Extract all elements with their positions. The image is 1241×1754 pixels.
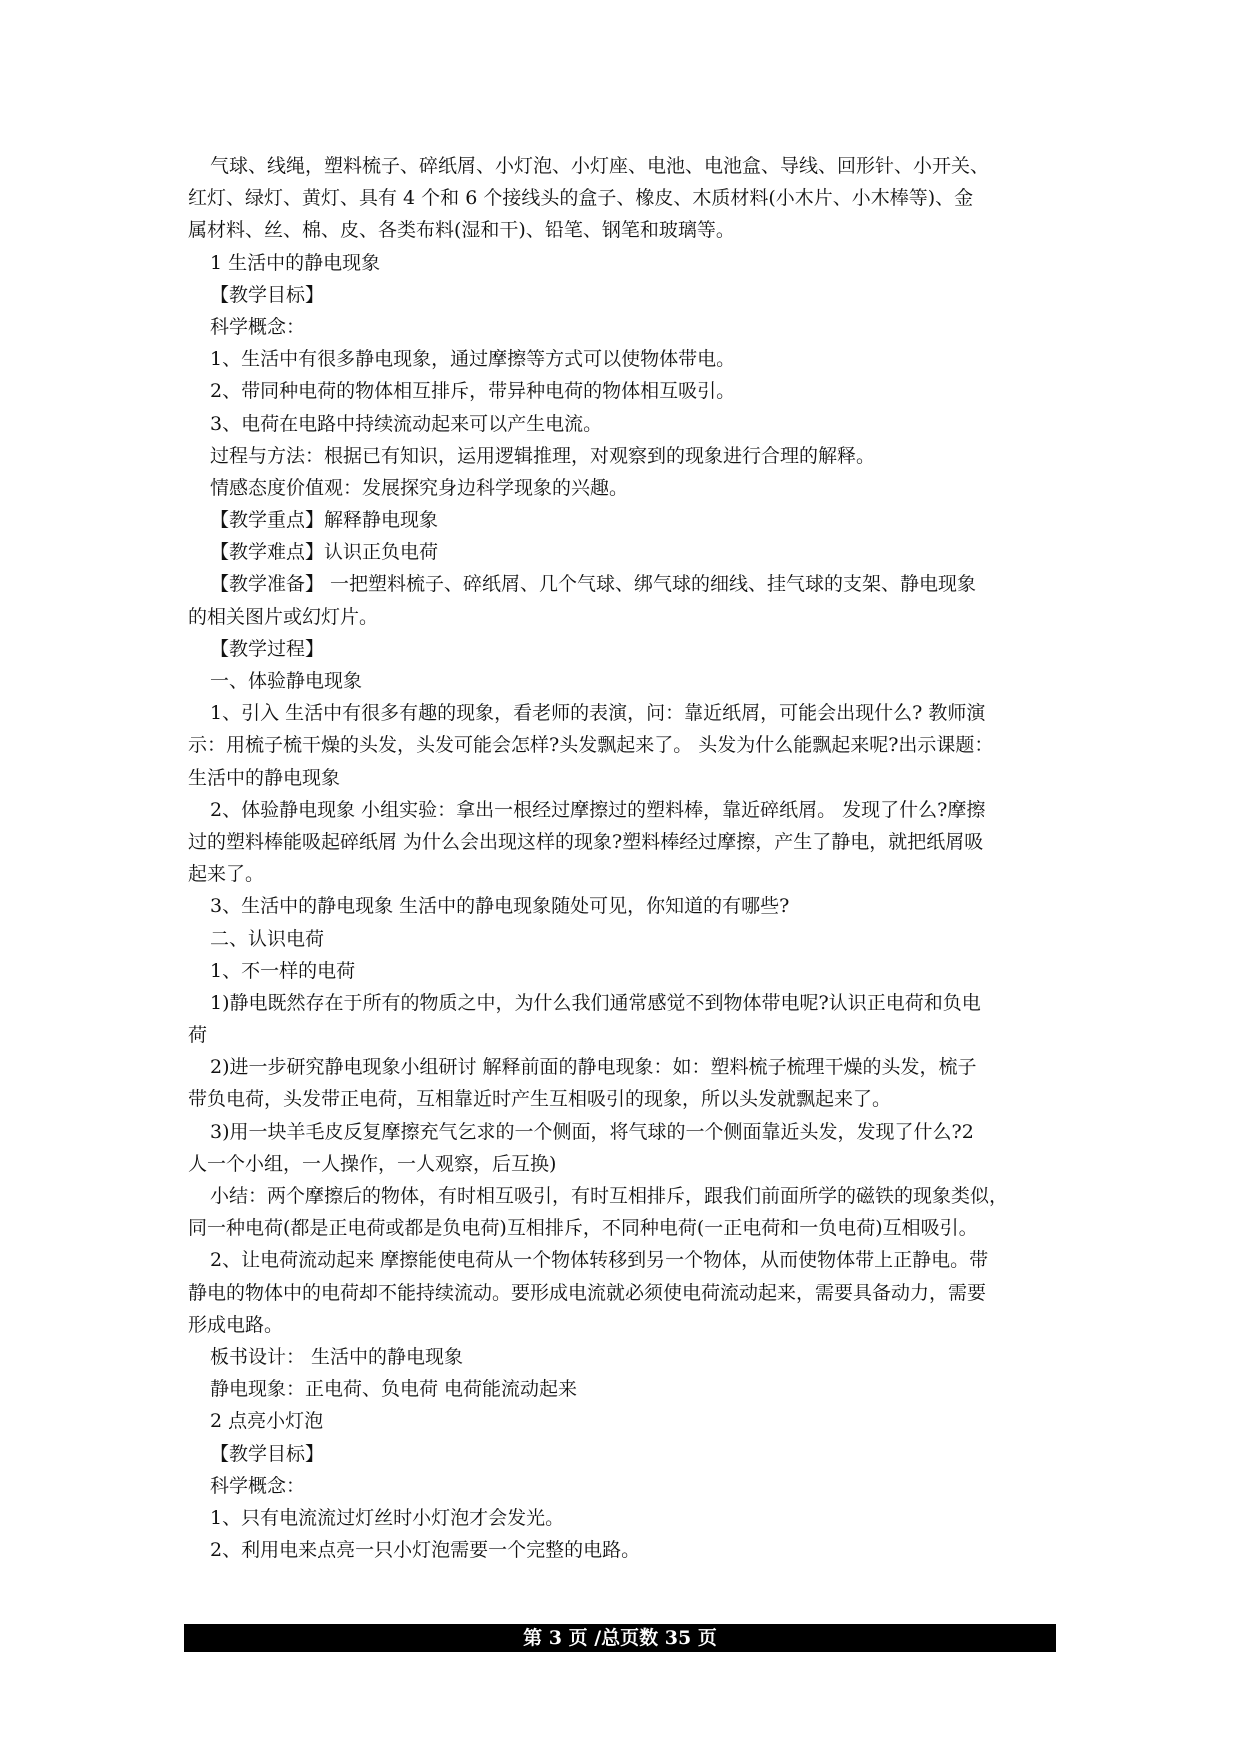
text-line: 2 点亮小灯泡: [210, 1410, 324, 1433]
text-line: 同一种电荷(都是正电荷或都是负电荷)互相排斥，不同种电荷(一正电荷和一负电荷)互相吸引。: [188, 1217, 978, 1240]
text-line: 3)用一块羊毛皮反复摩擦充气乞求的一个侧面，将气球的一个侧面靠近头发，发现了什么?2: [210, 1120, 974, 1143]
text-line: 1、引入 生活中有很多有趣的现象，看老师的表演，问：靠近纸屑，可能会出现什么? 教师演: [210, 702, 986, 725]
text-line: 2、体验静电现象 小组实验：拿出一根经过摩擦过的塑料棒，靠近碎纸屑。 发现了什么?摩擦: [210, 798, 986, 821]
text-line: 1 生活中的静电现象: [210, 251, 381, 274]
page-footer: [184, 1624, 1056, 1652]
text-line: 【教学难点】认识正负电荷: [210, 541, 439, 564]
text-line: 起来了。: [188, 863, 265, 886]
text-line: 红灯、绿灯、黄灯、具有 4 个和 6 个接线头的盒子、橡皮、木质材料(小木片、小木棒等)、金: [188, 187, 974, 210]
text-line: 2)进一步研究静电现象小组研讨 解释前面的静电现象：如：塑料梳子梳理干燥的头发，梳子: [210, 1056, 977, 1079]
text-line: 示：用梳子梳干燥的头发，头发可能会怎样?头发飘起来了。 头发为什么能飘起来呢?出示课题：: [188, 734, 994, 757]
text-line: 2、带同种电荷的物体相互排斥，带异种电荷的物体相互吸引。: [210, 380, 736, 403]
text-line: 生活中的静电现象: [188, 766, 341, 789]
text-line: 的相关图片或幻灯片。: [188, 605, 379, 628]
page-number-label: 第 3 页 /总页数 35 页: [523, 1627, 717, 1649]
text-line: 【教学重点】解释静电现象: [210, 509, 439, 532]
text-line: 科学概念：: [210, 1474, 306, 1497]
text-line: 1)静电既然存在于所有的物质之中，为什么我们通常感觉不到物体带电呢?认识正电荷和负电: [210, 991, 981, 1014]
text-line: 2、利用电来点亮一只小灯泡需要一个完整的电路。: [210, 1539, 641, 1562]
text-line: 人一个小组，一人操作，一人观察，后互换): [188, 1152, 557, 1175]
text-line: 1、不一样的电荷: [210, 959, 356, 982]
text-line: 1、生活中有很多静电现象，通过摩擦等方式可以使物体带电。: [210, 348, 736, 371]
text-line: 过的塑料棒能吸起碎纸屑 为什么会出现这样的现象?塑料棒经过摩擦，产生了静电，就把纸屑吸: [188, 830, 984, 853]
text-line: 荷: [188, 1024, 208, 1047]
text-line: 过程与方法：根据已有知识，运用逻辑推理，对观察到的现象进行合理的解释。: [210, 444, 876, 467]
document-body: [188, 150, 1058, 1566]
text-line: 二、认识电荷: [210, 927, 325, 950]
text-line: 静电的物体中的电荷却不能持续流动。要形成电流就必须使电荷流动起来，需要具备动力，需要: [188, 1281, 987, 1304]
text-line: 3、电荷在电路中持续流动起来可以产生电流。: [210, 412, 603, 435]
text-line: 科学概念：: [210, 315, 306, 338]
text-line: 3、生活中的静电现象 生活中的静电现象随处可见，你知道的有哪些?: [210, 895, 790, 918]
text-line: 形成电路。: [188, 1313, 284, 1336]
text-line: 属材料、丝、棉、皮、各类布料(湿和干)、铅笔、钢笔和玻璃等。: [188, 219, 735, 242]
text-line: 【教学目标】: [210, 283, 325, 306]
text-line: 板书设计： 生活中的静电现象: [210, 1345, 464, 1368]
text-line: 【教学准备】 一把塑料梳子、碎纸屑、几个气球、绑气球的细线、挂气球的支架、静电现象: [210, 573, 977, 596]
text-line: 带负电荷，头发带正电荷，互相靠近时产生互相吸引的现象，所以头发就飘起来了。: [188, 1088, 892, 1111]
text-line: 气球、线绳，塑料梳子、碎纸屑、小灯泡、小灯座、电池、电池盒、导线、回形针、小开关、: [210, 155, 990, 177]
text-line: 2、让电荷流动起来 摩擦能使电荷从一个物体转移到另一个物体，从而使物体带上正静电。带: [210, 1249, 989, 1272]
text-line: 情感态度价值观：发展探究身边科学现象的兴趣。: [210, 476, 629, 499]
text-line: 【教学目标】: [210, 1442, 325, 1465]
text-line: 静电现象：正电荷、负电荷 电荷能流动起来: [210, 1378, 578, 1401]
text-line: 小结：两个摩擦后的物体，有时相互吸引，有时互相排斥，跟我们前面所学的磁铁的现象类似，: [210, 1185, 1009, 1207]
text-line: 【教学过程】: [210, 637, 325, 660]
text-line: 一、体验静电现象: [210, 670, 363, 692]
text-line: 1、只有电流流过灯丝时小灯泡才会发光。: [210, 1506, 565, 1529]
